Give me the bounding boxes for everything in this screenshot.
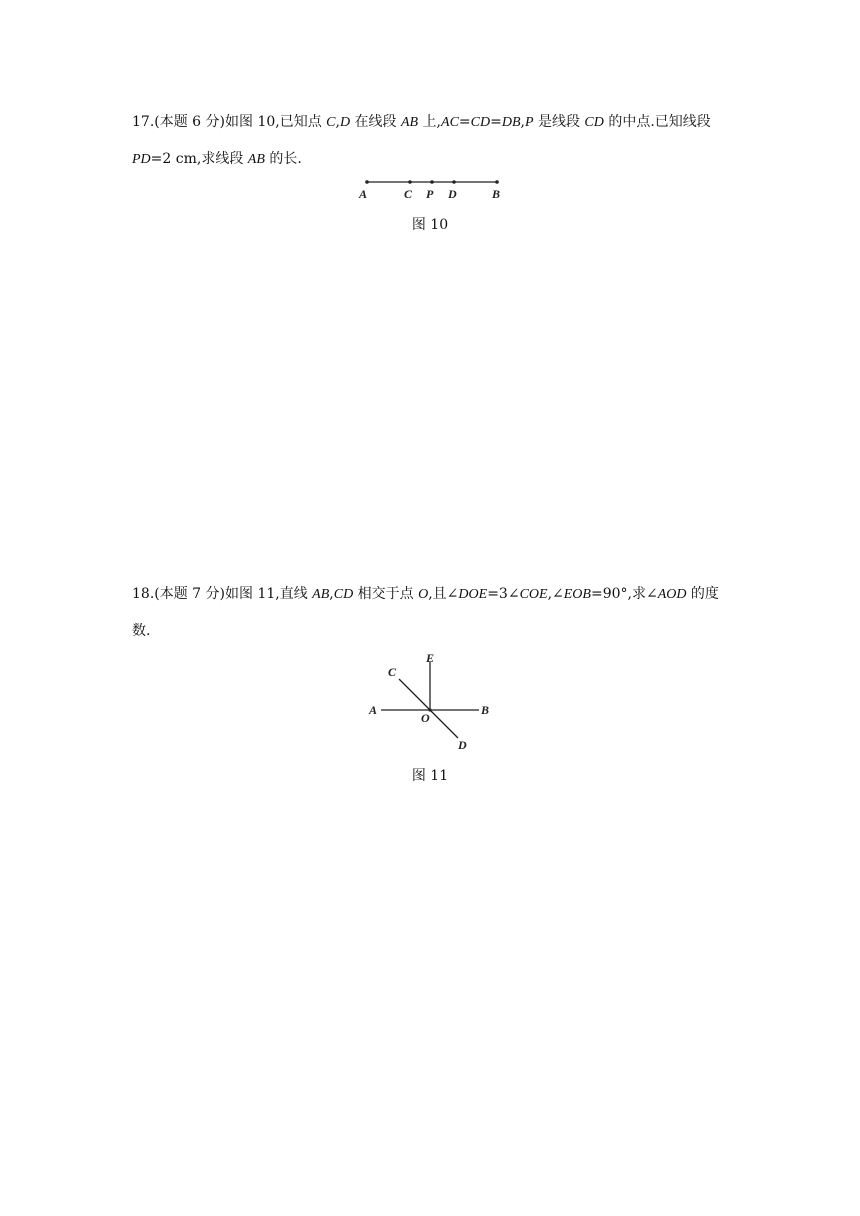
var-D: D — [339, 115, 351, 130]
label-C: C — [388, 665, 397, 679]
label-D: D — [448, 187, 457, 201]
var-O: O — [418, 587, 429, 602]
line-CD — [399, 679, 458, 738]
q17-text: =2 cm,求线段 — [150, 151, 248, 167]
q18-score: (本题 7 分) — [154, 586, 225, 602]
q18-text: =90°,求∠ — [590, 586, 658, 602]
question-18 — [132, 576, 732, 649]
label-P: P — [426, 187, 434, 201]
var-DOE: DOE — [458, 587, 488, 602]
var-AB: AB — [401, 115, 419, 130]
var-AOD: AOD — [657, 587, 687, 602]
var-CD: CD — [584, 115, 604, 130]
point-P — [430, 180, 434, 184]
var-COE: COE — [519, 587, 548, 602]
var-CD: CD — [470, 115, 491, 130]
var-PD: PD — [132, 152, 151, 167]
q17-score: (本题 6 分) — [154, 114, 225, 130]
label-E: E — [426, 651, 435, 665]
figure-11-intersecting-lines — [0, 648, 860, 758]
q18-text: 的度 — [686, 586, 719, 602]
q17-text: , — [335, 114, 340, 130]
label-B: B — [492, 187, 501, 201]
point-C — [408, 180, 412, 184]
var-CD: CD — [333, 587, 354, 602]
var-P: P — [524, 115, 534, 130]
var-AB: AB — [247, 152, 265, 167]
q17-text: = — [490, 114, 502, 130]
figure-10-caption: 图 10 — [411, 217, 449, 233]
label-A: A — [359, 187, 368, 201]
q18-text: 相交于点 — [353, 586, 419, 602]
q18-text: ,∠ — [547, 586, 564, 602]
var-AC: AC — [441, 115, 459, 130]
point-D — [452, 180, 456, 184]
label-A: A — [369, 703, 378, 717]
q17-text: 的长. — [264, 151, 302, 167]
figure-11-caption: 图 11 — [411, 768, 449, 784]
q18-text: 数. — [132, 623, 151, 639]
point-B — [495, 180, 499, 184]
q17-number: 17. — [132, 114, 155, 130]
var-EOB: EOB — [563, 587, 591, 602]
q17-text: 是线段 — [533, 114, 585, 130]
point-A — [365, 180, 369, 184]
label-D: D — [458, 738, 467, 752]
q18-text: ,且∠ — [428, 586, 459, 602]
var-AB: AB — [312, 587, 330, 602]
q18-number: 18. — [132, 586, 155, 602]
q18-text: 如图 11,直线 — [225, 586, 313, 602]
q17-text: 的中点.已知线段 — [603, 114, 711, 130]
label-B: B — [481, 703, 490, 717]
q17-text: = — [458, 114, 471, 130]
label-C: C — [404, 187, 413, 201]
q17-text: 如图 10,已知点 — [225, 114, 327, 130]
question-17 — [132, 104, 732, 178]
label-O: O — [421, 711, 430, 725]
q17-text: 上, — [418, 114, 442, 130]
q17-text: , — [520, 114, 525, 130]
q17-text: 在线段 — [350, 114, 401, 130]
var-DB: DB — [501, 115, 521, 130]
var-C: C — [326, 115, 336, 130]
q18-text: =3∠ — [487, 586, 520, 602]
q18-text: , — [329, 586, 334, 602]
